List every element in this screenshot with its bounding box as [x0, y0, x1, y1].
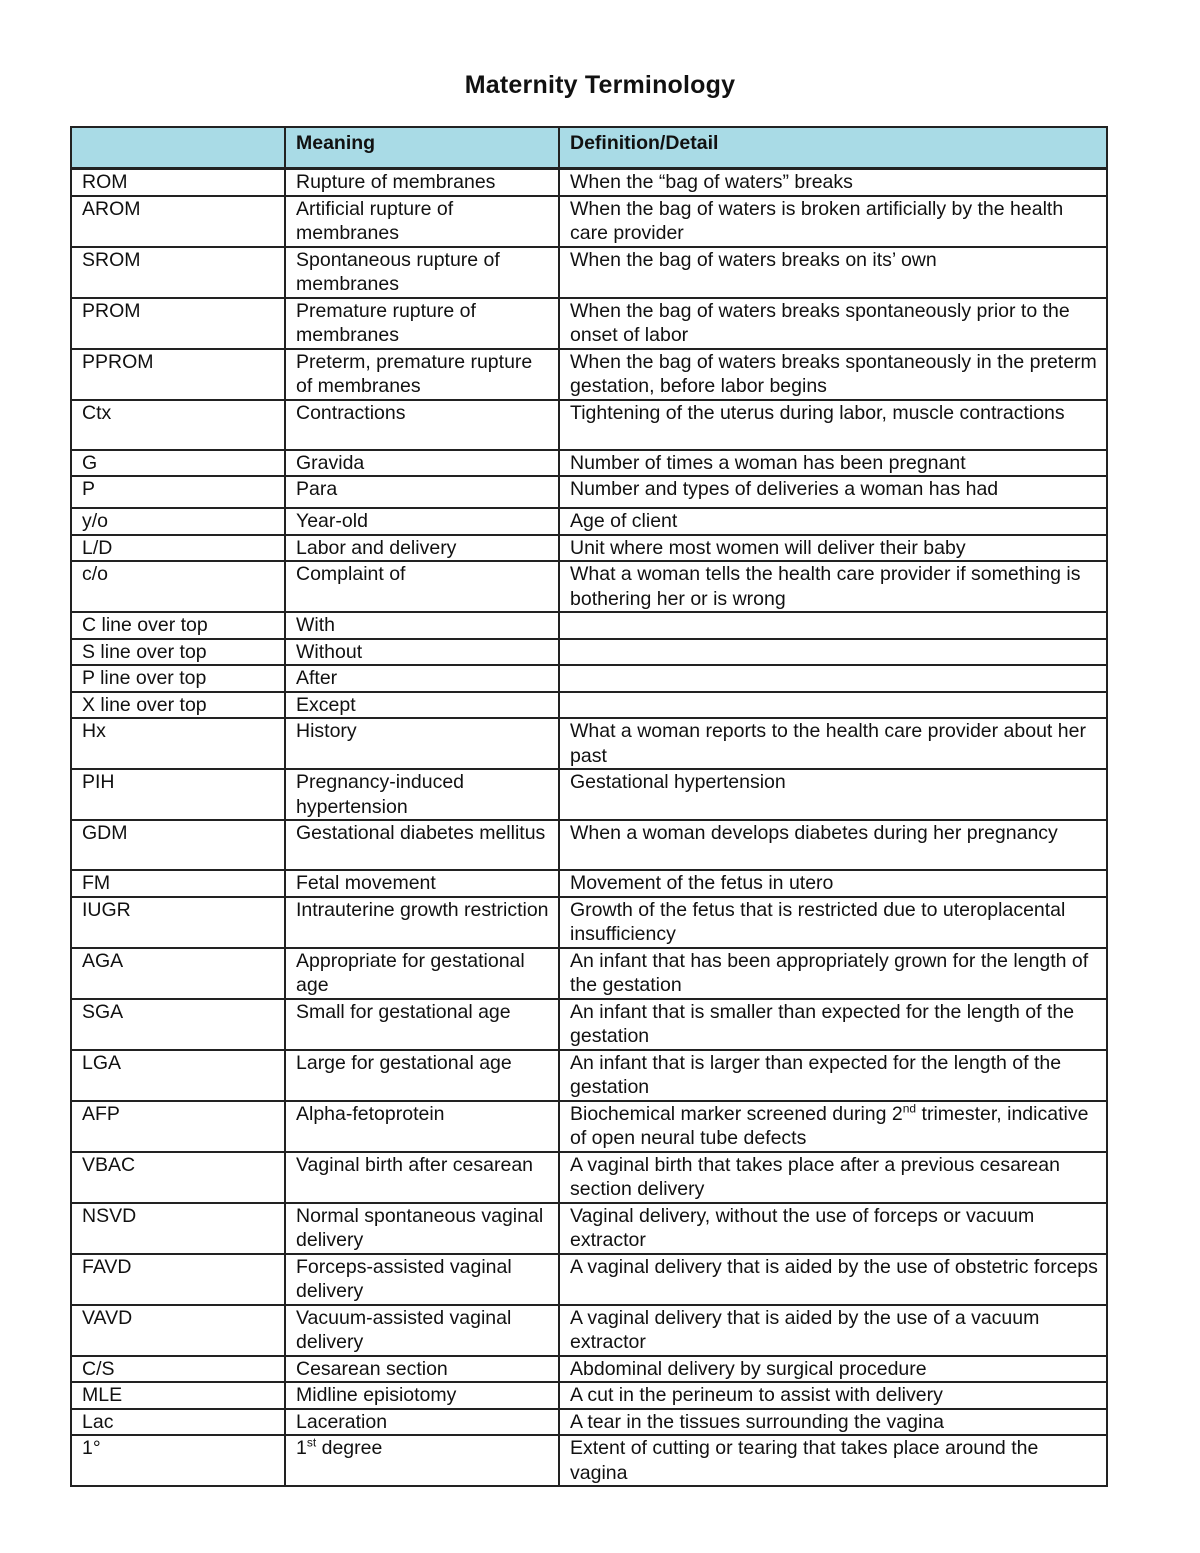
- definition-cell: What a woman reports to the health care provider about her past: [559, 718, 1107, 769]
- table-row: [71, 820, 1107, 870]
- meaning-cell: History: [285, 718, 559, 769]
- term-cell: G: [71, 450, 285, 477]
- term-cell: c/o: [71, 561, 285, 612]
- term-cell: SROM: [71, 247, 285, 298]
- table-row: [71, 1409, 1107, 1436]
- meaning-cell: Fetal movement: [285, 870, 559, 897]
- meaning-cell: Cesarean section: [285, 1356, 559, 1383]
- meaning-cell: After: [285, 665, 559, 692]
- meaning-cell: Laceration: [285, 1409, 559, 1436]
- term-cell: PIH: [71, 769, 285, 820]
- meaning-cell: Pregnancy-induced hypertension: [285, 769, 559, 820]
- definition-cell: Number and types of deliveries a woman has had: [559, 476, 1107, 508]
- table-row: [71, 665, 1107, 692]
- table-row: [71, 1356, 1107, 1383]
- table-row: [71, 612, 1107, 639]
- header-term: [71, 127, 285, 169]
- meaning-cell: Gravida: [285, 450, 559, 477]
- table-row: [71, 298, 1107, 349]
- term-cell: VAVD: [71, 1305, 285, 1356]
- terminology-table: [70, 126, 1108, 1487]
- meaning-cell: Gestational diabetes mellitus: [285, 820, 559, 870]
- definition-cell: A vaginal delivery that is aided by the use of obstetric forceps: [559, 1254, 1107, 1305]
- meaning-cell: Vacuum-assisted vaginal delivery: [285, 1305, 559, 1356]
- term-cell: ROM: [71, 169, 285, 196]
- term-cell: AFP: [71, 1101, 285, 1152]
- definition-cell: Abdominal delivery by surgical procedure: [559, 1356, 1107, 1383]
- table-row: [71, 400, 1107, 450]
- meaning-cell: Preterm, premature rupture of membranes: [285, 349, 559, 400]
- term-cell: FAVD: [71, 1254, 285, 1305]
- definition-cell: [559, 692, 1107, 719]
- definition-cell: A cut in the perineum to assist with delivery: [559, 1382, 1107, 1409]
- definition-cell: Unit where most women will deliver their baby: [559, 535, 1107, 562]
- table-row: [71, 692, 1107, 719]
- term-cell: Lac: [71, 1409, 285, 1436]
- term-cell: AROM: [71, 196, 285, 247]
- definition-cell: Age of client: [559, 508, 1107, 535]
- meaning-cell: Complaint of: [285, 561, 559, 612]
- definition-cell: Gestational hypertension: [559, 769, 1107, 820]
- definition-cell: Vaginal delivery, without the use of forceps or vacuum extractor: [559, 1203, 1107, 1254]
- table-row: [71, 639, 1107, 666]
- term-cell: 1°: [71, 1435, 285, 1486]
- definition-cell: A tear in the tissues surrounding the vagina: [559, 1409, 1107, 1436]
- header-row: [71, 127, 1107, 169]
- term-cell: y/o: [71, 508, 285, 535]
- meaning-cell: Intrauterine growth restriction: [285, 897, 559, 948]
- table-row: [71, 476, 1107, 508]
- definition-cell: When the bag of waters breaks spontaneously in the preterm gestation, before labor begins: [559, 349, 1107, 400]
- definition-cell: When the bag of waters breaks on its’ own: [559, 247, 1107, 298]
- meaning-cell: Para: [285, 476, 559, 508]
- table-row: [71, 349, 1107, 400]
- term-cell: FM: [71, 870, 285, 897]
- table-row: [71, 999, 1107, 1050]
- definition-cell: Extent of cutting or tearing that takes place around the vagina: [559, 1435, 1107, 1486]
- definition-cell: An infant that is larger than expected for the length of the gestation: [559, 1050, 1107, 1101]
- meaning-cell: Year-old: [285, 508, 559, 535]
- term-cell: P: [71, 476, 285, 508]
- term-cell: Hx: [71, 718, 285, 769]
- table-row: [71, 1152, 1107, 1203]
- definition-cell: When the “bag of waters” breaks: [559, 169, 1107, 196]
- definition-cell: Number of times a woman has been pregnant: [559, 450, 1107, 477]
- definition-cell: [559, 639, 1107, 666]
- term-cell: MLE: [71, 1382, 285, 1409]
- table-row: [71, 247, 1107, 298]
- table-row: [71, 948, 1107, 999]
- table-row: [71, 169, 1107, 196]
- table-row: [71, 561, 1107, 612]
- term-cell: X line over top: [71, 692, 285, 719]
- header-definition: Definition/Detail: [559, 127, 1107, 169]
- term-cell: L/D: [71, 535, 285, 562]
- definition-cell: When the bag of waters is broken artificially by the health care provider: [559, 196, 1107, 247]
- term-cell: SGA: [71, 999, 285, 1050]
- meaning-cell: Large for gestational age: [285, 1050, 559, 1101]
- meaning-cell: 1st degree: [285, 1435, 559, 1486]
- meaning-cell: Alpha-fetoprotein: [285, 1101, 559, 1152]
- meaning-cell: Small for gestational age: [285, 999, 559, 1050]
- table-row: [71, 1203, 1107, 1254]
- table-row: [71, 769, 1107, 820]
- definition-cell: Growth of the fetus that is restricted due to uteroplacental insufficiency: [559, 897, 1107, 948]
- term-cell: PPROM: [71, 349, 285, 400]
- table-row: [71, 1101, 1107, 1152]
- table-row: [71, 1435, 1107, 1486]
- definition-cell: What a woman tells the health care provider if something is bothering her or is wrong: [559, 561, 1107, 612]
- meaning-cell: Forceps-assisted vaginal delivery: [285, 1254, 559, 1305]
- term-cell: Ctx: [71, 400, 285, 450]
- table-row: [71, 1305, 1107, 1356]
- definition-cell: [559, 665, 1107, 692]
- table-row: [71, 1382, 1107, 1409]
- meaning-cell: Except: [285, 692, 559, 719]
- term-cell: S line over top: [71, 639, 285, 666]
- page-title: Maternity Terminology: [464, 71, 736, 99]
- meaning-cell: Artificial rupture of membranes: [285, 196, 559, 247]
- table-row: [71, 897, 1107, 948]
- term-cell: VBAC: [71, 1152, 285, 1203]
- term-cell: NSVD: [71, 1203, 285, 1254]
- meaning-cell: Normal spontaneous vaginal delivery: [285, 1203, 559, 1254]
- definition-cell: Tightening of the uterus during labor, muscle contractions: [559, 400, 1107, 450]
- meaning-cell: Vaginal birth after cesarean: [285, 1152, 559, 1203]
- term-cell: GDM: [71, 820, 285, 870]
- definition-cell: When a woman develops diabetes during her pregnancy: [559, 820, 1107, 870]
- table-row: [71, 718, 1107, 769]
- meaning-cell: Premature rupture of membranes: [285, 298, 559, 349]
- term-cell: IUGR: [71, 897, 285, 948]
- term-cell: C line over top: [71, 612, 285, 639]
- term-cell: LGA: [71, 1050, 285, 1101]
- definition-cell: When the bag of waters breaks spontaneously prior to the onset of labor: [559, 298, 1107, 349]
- definition-cell: An infant that is smaller than expected for the length of the gestation: [559, 999, 1107, 1050]
- table-row: [71, 508, 1107, 535]
- definition-cell: A vaginal delivery that is aided by the use of a vacuum extractor: [559, 1305, 1107, 1356]
- table-row: [71, 1050, 1107, 1101]
- table-row: [71, 450, 1107, 477]
- meaning-cell: Contractions: [285, 400, 559, 450]
- definition-cell: [559, 612, 1107, 639]
- table-header: [71, 127, 1107, 169]
- term-cell: PROM: [71, 298, 285, 349]
- meaning-cell: Appropriate for gestational age: [285, 948, 559, 999]
- definition-cell: Biochemical marker screened during 2nd trimester, indicative of open neural tube defects: [559, 1101, 1107, 1152]
- term-cell: C/S: [71, 1356, 285, 1383]
- definition-cell: An infant that has been appropriately grown for the length of the gestation: [559, 948, 1107, 999]
- meaning-cell: Spontaneous rupture of membranes: [285, 247, 559, 298]
- term-cell: AGA: [71, 948, 285, 999]
- meaning-cell: Without: [285, 639, 559, 666]
- table-row: [71, 870, 1107, 897]
- definition-cell: Movement of the fetus in utero: [559, 870, 1107, 897]
- definition-cell: A vaginal birth that takes place after a previous cesarean section delivery: [559, 1152, 1107, 1203]
- meaning-cell: With: [285, 612, 559, 639]
- table-row: [71, 1254, 1107, 1305]
- header-meaning: Meaning: [285, 127, 559, 169]
- meaning-cell: Midline episiotomy: [285, 1382, 559, 1409]
- meaning-cell: Labor and delivery: [285, 535, 559, 562]
- table-row: [71, 535, 1107, 562]
- term-cell: P line over top: [71, 665, 285, 692]
- table-row: [71, 196, 1107, 247]
- meaning-cell: Rupture of membranes: [285, 169, 559, 196]
